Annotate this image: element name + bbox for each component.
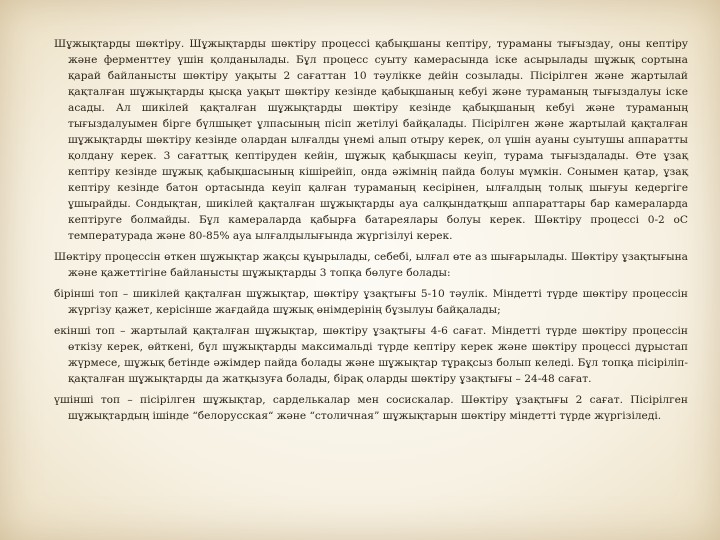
document-body <box>54 36 688 424</box>
paragraph-group-one: бірінші топ – шикілей қақталған шұжықтар, шөктіру ұзақтығы 5-10 тәулік. Міндетті түрде шөктіру процессін жүргізу қажет, керісінше жағдайда шұжық өнімдерінің бұзылуы байқалады; <box>54 288 688 316</box>
paragraph-aging-groups-intro: Шөктіру процессін өткен шұжықтар жақсы құырылады, себебі, ылғал өте аз шығарылады. Шөктіру ұзақтығына және қажеттігіне байланысты шұжықтарды 3 топқа бөлуге болады: <box>54 251 688 279</box>
paragraph-group-two: екінші топ – жартылай қақталған шұжықтар, шөктіру ұзақтығы 4-6 сағат. Міндетті түрде шөктіру процессін өткізу керек, өйткені, бұл шұжықтарды максимальді түрде кептіру керек және шөктіру процессі дұрыстап жүрмесе, шұжық бетінде әжімдер пайда болады және шұжықтар тұрақсыз болып келеді. Бұл топқа пісірілiп-қақталған шұжықтарды да жатқызуға болады, бірақ оларды шөктіру ұзақтығы – 24-48 сағат. <box>54 325 688 385</box>
paragraph-aging-overview: Шұжықтарды шөктіру. Шұжықтарды шөктіру процессі қабықшаны кептіру, тураманы тығыздау, оны кептіру және ферменттеу үшін қолданылады. Бұл процесс суыту камерасында іске асырылады шұжық сортына қарай байланысты шөктіру уақыты 2 сағаттан 10 тәулікке дейін созылады. Пісірілген және жартылай қақталған шұжықтарды қысқа уақыт шөктіру кезінде қабықшаның кебуі және тураманың тығыздалуы іске асады. Ал шикілей қақталған шұжықтарды шөктіру кезінде қабықшаның кебуі және тураманың тығыздалуымен бірге бүлшықет ұлпасының пісіп жетілуі байқалады. Пісірілген және жартылай қақталған шұжықтарды шөктіру кезінде олардан ылғалды үнемі алып отыру керек, ол үшін ауаны суытушы аппаратты қолдану керек. 3 сағаттық кептіруден кейін, шұжық қабықшасы кеуіп, турама тығыздалады. Өте ұзақ кептіру кезінде шұжық қабықшасының кішірейіп, онда әжімнің пайда болуы мүмкін. Сонымен қатар, ұзақ кептіру кезінде батон ортасында кеуіп қалған тураманың кесірінен, ылғалдың толық шығуы кедергіге ұшырайды. Сондықтан, шикілей қақталған шұжықтарды ауа салқындатқыш аппараттары бар камераларда кептіруге болмайды. Бұл камераларда қабырға батареялары болуы керек. Шөктіру процессі 0-2 оС температурада және 80-85% ауа ылғалдылығында жүргізілуі керек. <box>54 38 688 242</box>
paragraph-group-three: үшінші топ – пісірілген шұжықтар, сарделькалар мен сосискалар. Шөктіру ұзақтығы 2 сағат. Пісірілген шұжықтардың ішінде “белорусская“ және “столичная” шұжықтарын шөктіру міндетті түрде жүргізіледі. <box>54 394 688 422</box>
